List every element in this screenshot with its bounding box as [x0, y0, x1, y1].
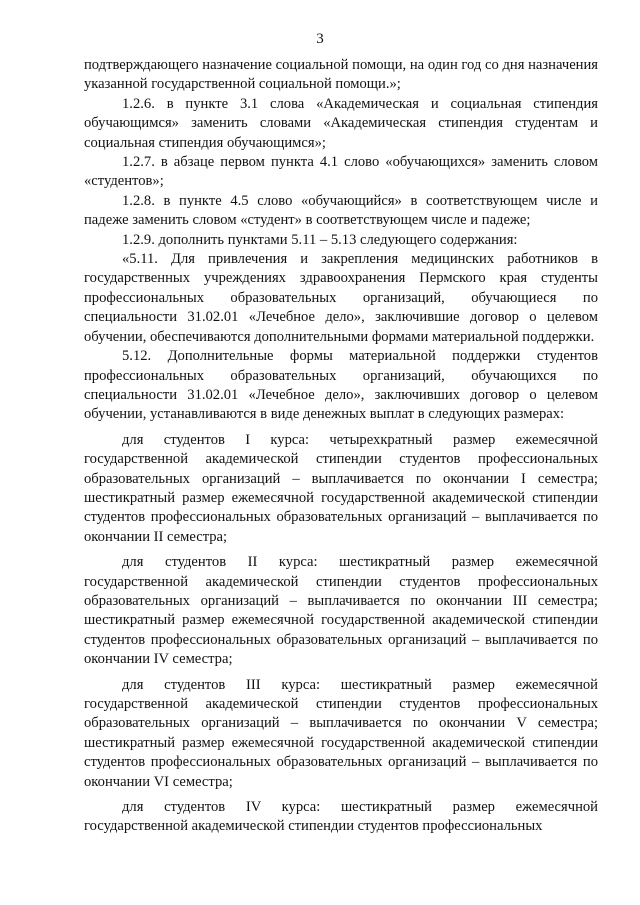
paragraph-continuation: подтверждающего назначение социальной помощи, на один год со дня назначения указанной государственной социальной помощи.»; — [84, 57, 598, 93]
paragraph-item-5-11: «5.11. Для привлечения и закрепления медицинских работников в государственных учреждениях здравоохранения Пермского края студенты профессиональных образовательных организаций, обучающиеся по специальности 31.02.01 «Лечебное дело», заключившие договор о целевом обучении, обеспечиваются дополнительными формами материальной поддержки. — [84, 251, 598, 345]
page-number: 3 — [316, 31, 324, 47]
paragraph-course-3: для студентов III курса: шестикратный размер ежемесячной государственной академической стипендии студентов профессиональных образовательных организаций – выплачивается по окончании V семестра; шестикратный размер ежемесячной государственной академической стипендии студентов профессиональных образовательных организаций – выплачивается по окончании VI семестра; — [84, 676, 598, 790]
paragraph-item-1-2-9: 1.2.9. дополнить пунктами 5.11 – 5.13 следующего содержания: — [122, 231, 518, 248]
paragraph-item-1-2-6: 1.2.6. в пункте 3.1 слова «Академическая и социальная стипендия обучающимся» заменить словами «Академическая стипендия студентам и социальная стипендия обучающимся»; — [84, 95, 598, 151]
paragraph-item-1-2-8: 1.2.8. в пункте 4.5 слово «обучающийся» в соответствующем числе и падеже заменить словом «студент» в соответствующем числе и падеже; — [84, 192, 598, 229]
paragraph-item-1-2-7: 1.2.7. в абзаце первом пункта 4.1 слово «обучающихся» заменить словом «студентов»; — [84, 154, 598, 190]
paragraph-item-5-12: 5.12. Дополнительные формы материальной поддержки студентов профессиональных образовательных организаций, обучающихся по специальности 31.02.01 «Лечебное дело», заключивших договор о целевом обучении, устанавливаются в виде денежных выплат в следующих размерах: — [84, 348, 598, 423]
paragraph-course-1: для студентов I курса: четырехкратный размер ежемесячной государственной академической стипендии студентов профессиональных образовательных организаций – выплачивается по окончании I семестра; шестикратный размер ежемесячной государственной академической стипендии студентов профессиональных образовательных организаций – выплачивается по окончании II семестра; — [84, 431, 598, 545]
paragraph-course-2: для студентов II курса: шестикратный размер ежемесячной государственной академической стипендии студентов профессиональных образовательных организаций – выплачивается по окончании III семестра; шестикратный размер ежемесячной государственной академической стипендии студентов профессиональных образовательных организаций – выплачивается по окончании IV семестра; — [84, 554, 598, 668]
document-body — [84, 56, 598, 837]
paragraph-course-4: для студентов IV курса: шестикратный размер ежемесячной государственной академической стипендии студентов профессиональных — [84, 799, 598, 835]
